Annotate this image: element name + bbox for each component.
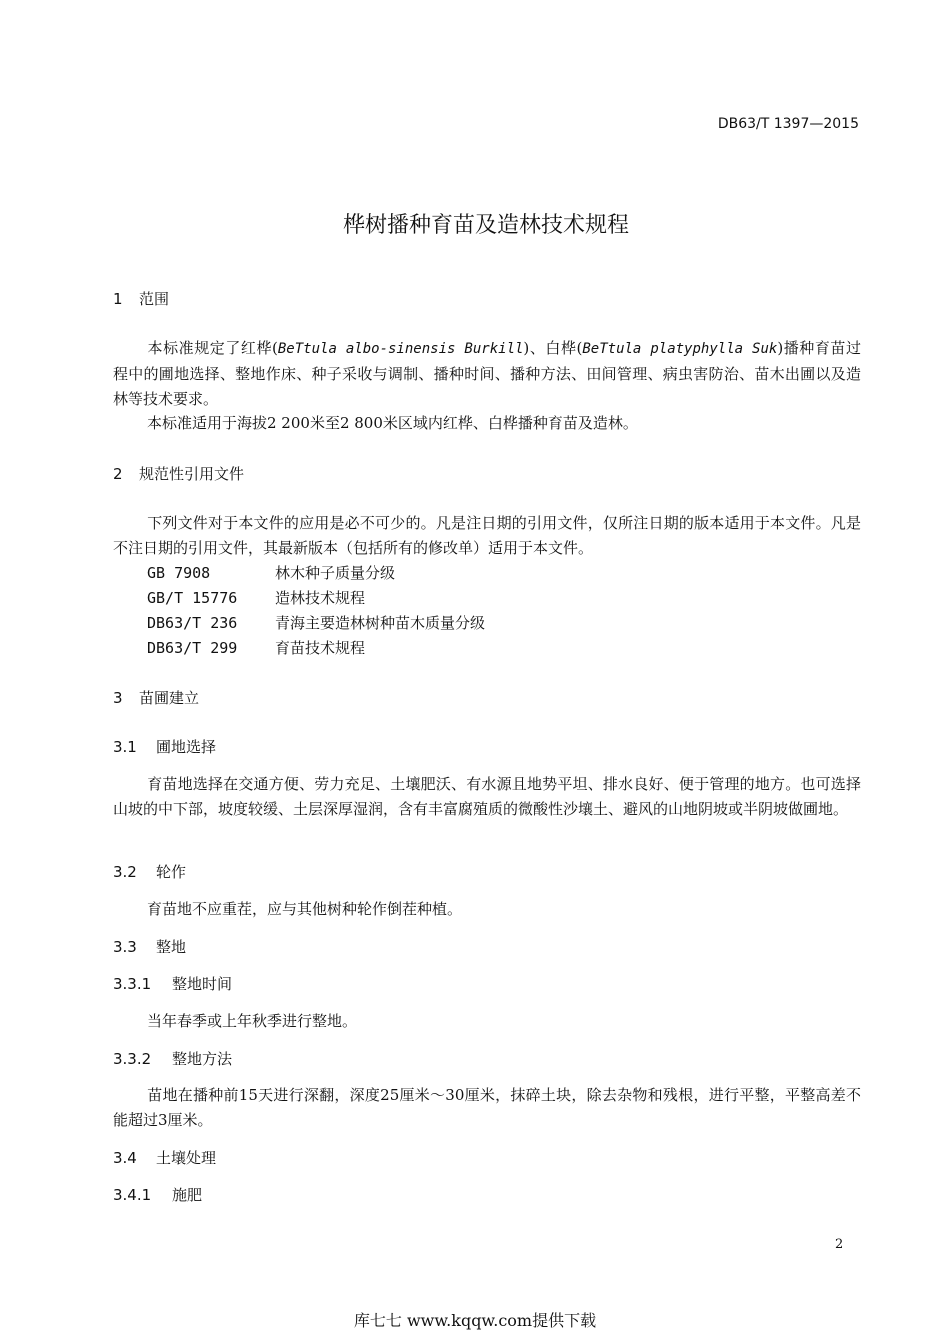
page-title: 桦树播种育苗及造林技术规程	[342, 213, 629, 238]
text-run: 下列文件对于本文件的应用是必不可少的。凡是注日期的引用文件，仅所注日期的版本适用于本文件。凡是不注日期的引用文件，其最新版本（包括所有的修改单）适用于本文件。	[113, 514, 861, 557]
section-heading-3-3-1	[113, 973, 232, 994]
text-run: 育苗地不应重茬，应与其他树种轮作倒茬种植。	[147, 900, 463, 918]
section-heading-3-3	[113, 936, 186, 957]
section-title: 整地	[156, 938, 187, 956]
footer-watermark-text: 库七七 www.kqqw.com提供下载	[353, 1311, 597, 1330]
scientific-name: BeTtula platyphylla Suk	[582, 341, 778, 357]
text-run: 当年春季或上年秋季进行整地。	[147, 1012, 358, 1030]
section-heading-3-2	[113, 861, 186, 882]
reference-code: GB/T 15776	[147, 589, 238, 607]
section-number: 3.3.2	[113, 1050, 152, 1068]
text-run: 苗地在播种前15天进行深翻，深度25厘米～30厘米，抹碎土块，除去杂物和残根，进行平整，平整高差不能超过3厘米。	[113, 1086, 861, 1129]
paragraph-3-2	[113, 897, 861, 922]
section-heading-3-4-1	[113, 1184, 202, 1205]
section-title: 轮作	[156, 863, 187, 881]
text-run: 育苗地选择在交通方便、劳力充足、土壤肥沃、有水源且地势平坦、排水良好、便于管理的地方。也可选择山坡的中下部，坡度较缓、土层深厚湿润，含有丰富腐殖质的微酸性沙壤土、避风的山地阴坡或半阴坡做圃地。	[113, 775, 861, 818]
section-number: 3.4	[113, 1149, 137, 1167]
section-heading-2	[113, 463, 244, 484]
document-number: DB63/T 1397—2015	[717, 116, 859, 132]
section-title: 圃地选择	[156, 738, 217, 756]
section-title: 土壤处理	[156, 1149, 217, 1167]
section-number: 3	[113, 689, 123, 707]
section-number: 3.4.1	[113, 1186, 152, 1204]
section-heading-3-3-2	[113, 1048, 232, 1069]
paragraph-3-1	[113, 772, 861, 822]
section-heading-3-1	[113, 736, 216, 757]
text-run: 本标准规定了红桦(	[147, 339, 278, 357]
section-number: 3.3	[113, 938, 137, 956]
section-number: 2	[113, 465, 123, 483]
reference-code: GB 7908	[147, 564, 211, 582]
section-title: 苗圃建立	[139, 689, 200, 707]
section-title: 整地时间	[172, 975, 233, 993]
reference-name: 育苗技术规程	[275, 639, 366, 657]
text-run: 本标准适用于海拔2 200米至2 800米区域内红桦、白桦播种育苗及造林。	[147, 414, 638, 432]
section-heading-3	[113, 687, 199, 708]
scope-paragraph-2	[113, 411, 861, 436]
section-title: 施肥	[172, 1186, 203, 1204]
section-title: 规范性引用文件	[139, 465, 245, 483]
paragraph-3-3-2	[113, 1083, 861, 1133]
reference-name: 青海主要造林树种苗木质量分级	[275, 614, 486, 632]
section-number: 1	[113, 290, 123, 308]
section-number: 3.3.1	[113, 975, 152, 993]
reference-item	[147, 562, 395, 583]
reference-item	[147, 637, 365, 658]
section-heading-1	[113, 288, 169, 309]
reference-name: 造林技术规程	[275, 589, 366, 607]
normative-intro	[113, 511, 861, 561]
section-title: 范围	[139, 290, 170, 308]
reference-item	[147, 612, 485, 633]
scope-paragraph-1	[113, 336, 861, 412]
scientific-name: BeTtula albo-sinensis Burkill	[277, 341, 524, 357]
reference-name: 林木种子质量分级	[275, 564, 396, 582]
section-title: 整地方法	[172, 1050, 233, 1068]
text-run: )播种育苗过程中的圃地选择、整地作床、种子采收与调制、播种时间、播种方法、田间管理、病虫害防治、苗木出圃以及造林等技术要求。	[113, 339, 861, 408]
reference-code: DB63/T 236	[147, 614, 238, 632]
section-heading-3-4	[113, 1147, 216, 1168]
text-run: )、白桦(	[523, 339, 583, 357]
reference-item	[147, 587, 365, 608]
page-number: 2	[835, 1237, 844, 1252]
section-number: 3.1	[113, 738, 137, 756]
paragraph-3-3-1	[113, 1009, 861, 1034]
reference-code: DB63/T 299	[147, 639, 238, 657]
section-number: 3.2	[113, 863, 137, 881]
